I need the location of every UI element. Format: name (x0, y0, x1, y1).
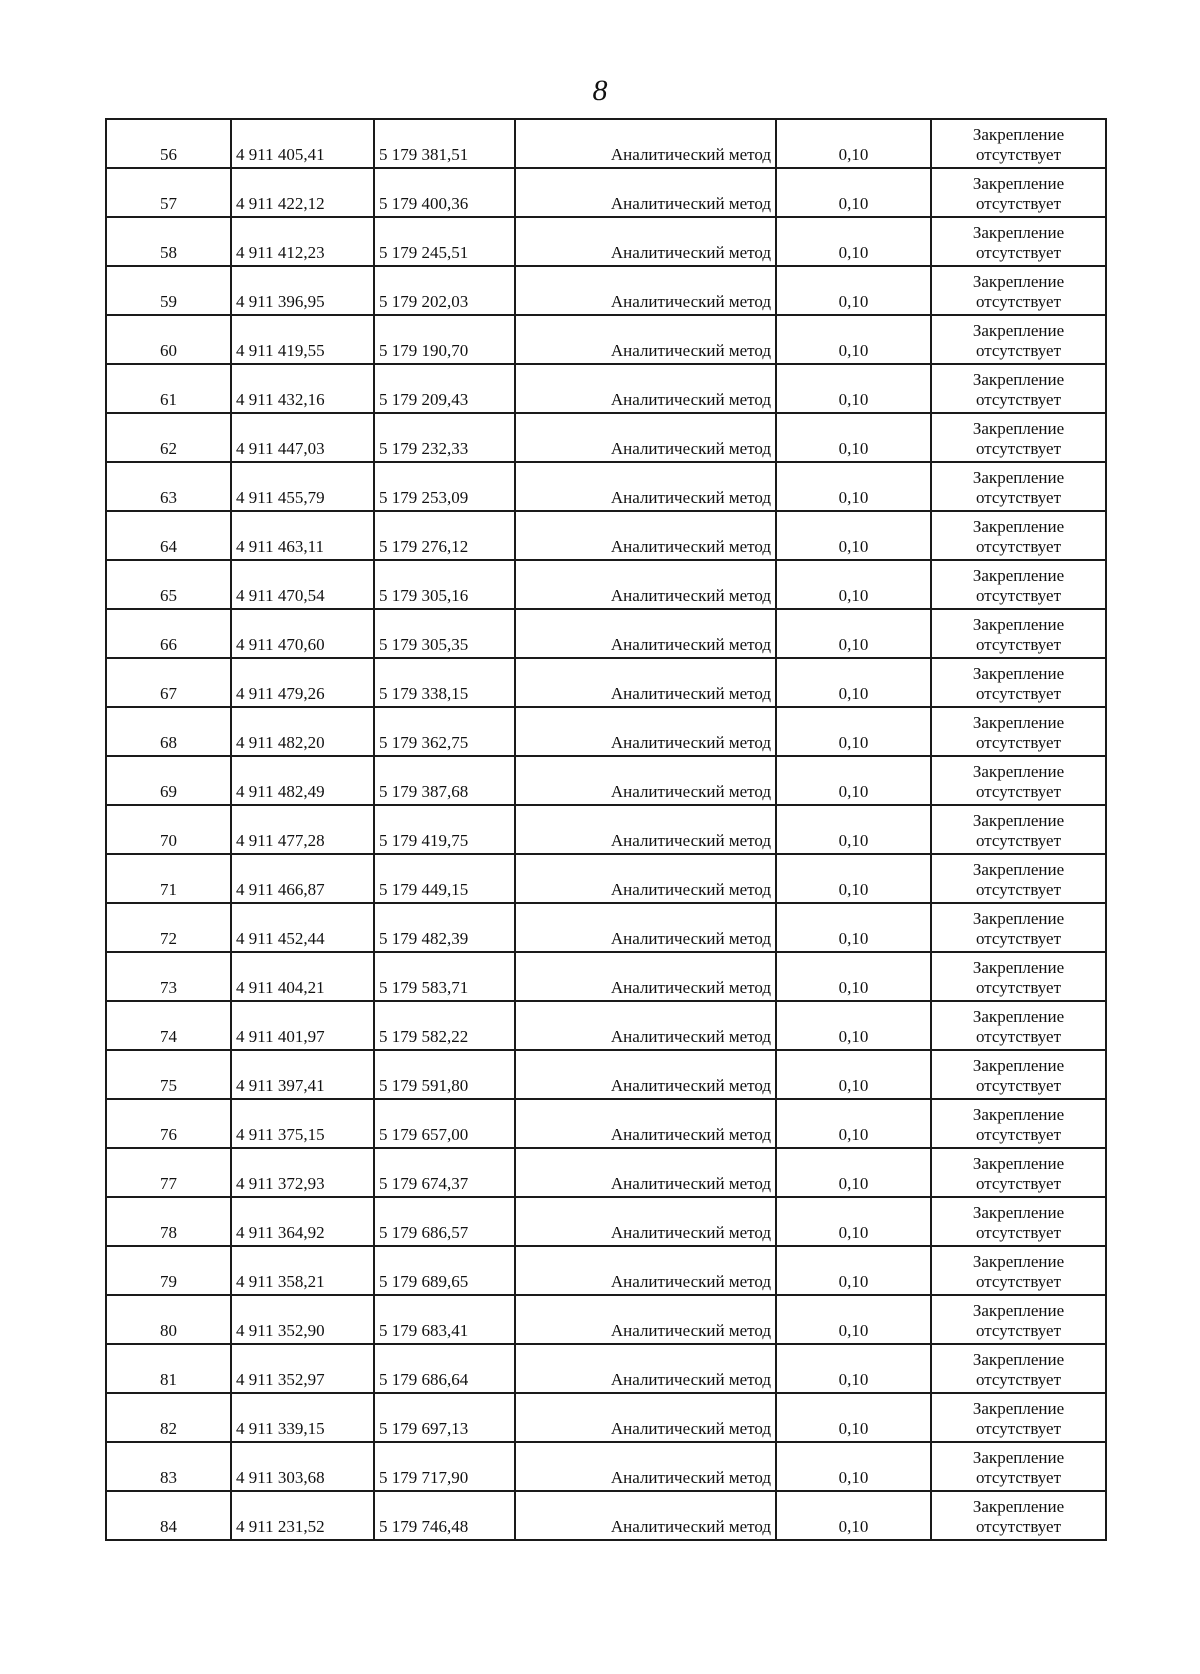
point-number-cell: 69 (106, 756, 231, 805)
accuracy-cell: 0,10 (776, 658, 931, 707)
fixation-text: отсутствует (975, 1223, 1062, 1242)
table-row (106, 707, 1106, 756)
fixation-text: отсутствует (975, 782, 1062, 801)
point-number-cell: 58 (106, 217, 231, 266)
fixation-text: Закрепление (972, 1252, 1065, 1271)
x-coordinate-cell: 4 911 396,95 (231, 266, 374, 315)
point-number-cell: 84 (106, 1491, 231, 1540)
y-coordinate-cell: 5 179 209,43 (374, 364, 515, 413)
accuracy-cell: 0,10 (776, 315, 931, 364)
point-number-cell: 61 (106, 364, 231, 413)
method-cell: Аналитический метод (515, 1295, 776, 1344)
y-coordinate-cell: 5 179 657,00 (374, 1099, 515, 1148)
x-coordinate-cell: 4 911 358,21 (231, 1246, 374, 1295)
point-number-cell: 71 (106, 854, 231, 903)
y-coordinate-cell: 5 179 276,12 (374, 511, 515, 560)
fixation-text: отсутствует (975, 1174, 1062, 1193)
point-number-cell: 66 (106, 609, 231, 658)
table-row (106, 266, 1106, 315)
fixation-text: Закрепление (972, 762, 1065, 781)
x-coordinate-cell: 4 911 479,26 (231, 658, 374, 707)
x-coordinate-cell: 4 911 404,21 (231, 952, 374, 1001)
fixation-cell (931, 658, 1106, 707)
fixation-text: Закрепление (972, 1154, 1065, 1173)
point-number-cell: 57 (106, 168, 231, 217)
fixation-cell (931, 560, 1106, 609)
point-number-cell: 64 (106, 511, 231, 560)
accuracy-cell: 0,10 (776, 119, 931, 168)
fixation-text: отсутствует (975, 1027, 1062, 1046)
fixation-cell (931, 1442, 1106, 1491)
x-coordinate-cell: 4 911 419,55 (231, 315, 374, 364)
y-coordinate-cell: 5 179 400,36 (374, 168, 515, 217)
table-row (106, 1491, 1106, 1540)
x-coordinate-cell: 4 911 477,28 (231, 805, 374, 854)
method-cell: Аналитический метод (515, 315, 776, 364)
fixation-text: Закрепление (972, 174, 1065, 193)
point-number-cell: 74 (106, 1001, 231, 1050)
method-cell: Аналитический метод (515, 609, 776, 658)
y-coordinate-cell: 5 179 202,03 (374, 266, 515, 315)
fixation-cell (931, 217, 1106, 266)
fixation-cell (931, 609, 1106, 658)
fixation-text: отсутствует (975, 880, 1062, 899)
fixation-text: отсутствует (975, 488, 1062, 507)
fixation-text: отсутствует (975, 390, 1062, 409)
table-row (106, 609, 1106, 658)
table-row (106, 364, 1106, 413)
fixation-text: Закрепление (972, 1203, 1065, 1222)
fixation-cell (931, 854, 1106, 903)
fixation-text: Закрепление (972, 1399, 1065, 1418)
y-coordinate-cell: 5 179 582,22 (374, 1001, 515, 1050)
table-row (106, 805, 1106, 854)
y-coordinate-cell: 5 179 338,15 (374, 658, 515, 707)
x-coordinate-cell: 4 911 482,20 (231, 707, 374, 756)
fixation-text: отсутствует (975, 586, 1062, 605)
point-number-cell: 76 (106, 1099, 231, 1148)
fixation-text: Закрепление (972, 909, 1065, 928)
point-number-cell: 65 (106, 560, 231, 609)
method-cell: Аналитический метод (515, 1491, 776, 1540)
point-number-cell: 82 (106, 1393, 231, 1442)
fixation-text: Закрепление (972, 1007, 1065, 1026)
table-row (106, 217, 1106, 266)
accuracy-cell: 0,10 (776, 1197, 931, 1246)
fixation-text: Закрепление (972, 958, 1065, 977)
accuracy-cell: 0,10 (776, 609, 931, 658)
fixation-text: Закрепление (972, 860, 1065, 879)
fixation-text: Закрепление (972, 125, 1065, 144)
accuracy-cell: 0,10 (776, 1148, 931, 1197)
method-cell: Аналитический метод (515, 1001, 776, 1050)
fixation-cell (931, 315, 1106, 364)
fixation-cell (931, 119, 1106, 168)
fixation-cell (931, 1491, 1106, 1540)
table-row (106, 854, 1106, 903)
fixation-text: отсутствует (975, 292, 1062, 311)
method-cell: Аналитический метод (515, 1197, 776, 1246)
fixation-cell (931, 168, 1106, 217)
accuracy-cell: 0,10 (776, 1295, 931, 1344)
x-coordinate-cell: 4 911 432,16 (231, 364, 374, 413)
table-row (106, 168, 1106, 217)
table-row (106, 1197, 1106, 1246)
accuracy-cell: 0,10 (776, 805, 931, 854)
table-row (106, 756, 1106, 805)
method-cell: Аналитический метод (515, 1344, 776, 1393)
point-number-cell: 60 (106, 315, 231, 364)
y-coordinate-cell: 5 179 362,75 (374, 707, 515, 756)
fixation-text: отсутствует (975, 733, 1062, 752)
table-row (106, 511, 1106, 560)
fixation-text: Закрепление (972, 517, 1065, 536)
accuracy-cell: 0,10 (776, 560, 931, 609)
accuracy-cell: 0,10 (776, 1246, 931, 1295)
method-cell: Аналитический метод (515, 168, 776, 217)
point-number-cell: 81 (106, 1344, 231, 1393)
accuracy-cell: 0,10 (776, 364, 931, 413)
table-row (106, 903, 1106, 952)
accuracy-cell: 0,10 (776, 413, 931, 462)
accuracy-cell: 0,10 (776, 217, 931, 266)
y-coordinate-cell: 5 179 683,41 (374, 1295, 515, 1344)
table-row (106, 1050, 1106, 1099)
fixation-text: Закрепление (972, 1301, 1065, 1320)
point-number-cell: 77 (106, 1148, 231, 1197)
table-row (106, 413, 1106, 462)
y-coordinate-cell: 5 179 387,68 (374, 756, 515, 805)
coordinates-table (105, 118, 1107, 1541)
method-cell: Аналитический метод (515, 364, 776, 413)
table-row (106, 119, 1106, 168)
method-cell: Аналитический метод (515, 1050, 776, 1099)
x-coordinate-cell: 4 911 452,44 (231, 903, 374, 952)
fixation-text: Закрепление (972, 664, 1065, 683)
fixation-cell (931, 1050, 1106, 1099)
x-coordinate-cell: 4 911 397,41 (231, 1050, 374, 1099)
y-coordinate-cell: 5 179 449,15 (374, 854, 515, 903)
x-coordinate-cell: 4 911 412,23 (231, 217, 374, 266)
method-cell: Аналитический метод (515, 462, 776, 511)
fixation-text: отсутствует (975, 1125, 1062, 1144)
fixation-text: отсутствует (975, 929, 1062, 948)
x-coordinate-cell: 4 911 375,15 (231, 1099, 374, 1148)
point-number-cell: 78 (106, 1197, 231, 1246)
table-row (106, 952, 1106, 1001)
table-row (106, 1295, 1106, 1344)
method-cell: Аналитический метод (515, 1393, 776, 1442)
fixation-cell (931, 805, 1106, 854)
accuracy-cell: 0,10 (776, 1050, 931, 1099)
accuracy-cell: 0,10 (776, 756, 931, 805)
y-coordinate-cell: 5 179 689,65 (374, 1246, 515, 1295)
method-cell: Аналитический метод (515, 1148, 776, 1197)
point-number-cell: 73 (106, 952, 231, 1001)
y-coordinate-cell: 5 179 482,39 (374, 903, 515, 952)
x-coordinate-cell: 4 911 364,92 (231, 1197, 374, 1246)
table-row (106, 658, 1106, 707)
fixation-cell (931, 1001, 1106, 1050)
y-coordinate-cell: 5 179 232,33 (374, 413, 515, 462)
fixation-cell (931, 1295, 1106, 1344)
point-number-cell: 79 (106, 1246, 231, 1295)
x-coordinate-cell: 4 911 455,79 (231, 462, 374, 511)
x-coordinate-cell: 4 911 466,87 (231, 854, 374, 903)
fixation-text: Закрепление (972, 272, 1065, 291)
accuracy-cell: 0,10 (776, 1491, 931, 1540)
fixation-cell (931, 1197, 1106, 1246)
y-coordinate-cell: 5 179 686,64 (374, 1344, 515, 1393)
accuracy-cell: 0,10 (776, 952, 931, 1001)
fixation-cell (931, 413, 1106, 462)
x-coordinate-cell: 4 911 422,12 (231, 168, 374, 217)
x-coordinate-cell: 4 911 447,03 (231, 413, 374, 462)
point-number-cell: 83 (106, 1442, 231, 1491)
accuracy-cell: 0,10 (776, 1393, 931, 1442)
accuracy-cell: 0,10 (776, 511, 931, 560)
y-coordinate-cell: 5 179 674,37 (374, 1148, 515, 1197)
fixation-text: отсутствует (975, 439, 1062, 458)
point-number-cell: 67 (106, 658, 231, 707)
fixation-text: отсутствует (975, 243, 1062, 262)
fixation-text: Закрепление (972, 468, 1065, 487)
fixation-text: Закрепление (972, 321, 1065, 340)
fixation-text: отсутствует (975, 1370, 1062, 1389)
y-coordinate-cell: 5 179 381,51 (374, 119, 515, 168)
table-row (106, 462, 1106, 511)
accuracy-cell: 0,10 (776, 462, 931, 511)
point-number-cell: 72 (106, 903, 231, 952)
fixation-text: отсутствует (975, 1517, 1062, 1536)
fixation-text: Закрепление (972, 1350, 1065, 1369)
fixation-text: отсутствует (975, 831, 1062, 850)
method-cell: Аналитический метод (515, 1246, 776, 1295)
fixation-cell (931, 364, 1106, 413)
method-cell: Аналитический метод (515, 119, 776, 168)
fixation-cell (931, 1393, 1106, 1442)
y-coordinate-cell: 5 179 253,09 (374, 462, 515, 511)
point-number-cell: 59 (106, 266, 231, 315)
y-coordinate-cell: 5 179 746,48 (374, 1491, 515, 1540)
accuracy-cell: 0,10 (776, 168, 931, 217)
accuracy-cell: 0,10 (776, 1442, 931, 1491)
method-cell: Аналитический метод (515, 952, 776, 1001)
fixation-text: Закрепление (972, 811, 1065, 830)
point-number-cell: 62 (106, 413, 231, 462)
table-row (106, 1393, 1106, 1442)
fixation-text: отсутствует (975, 1272, 1062, 1291)
x-coordinate-cell: 4 911 463,11 (231, 511, 374, 560)
fixation-cell (931, 511, 1106, 560)
method-cell: Аналитический метод (515, 756, 776, 805)
method-cell: Аналитический метод (515, 560, 776, 609)
method-cell: Аналитический метод (515, 707, 776, 756)
method-cell: Аналитический метод (515, 854, 776, 903)
x-coordinate-cell: 4 911 231,52 (231, 1491, 374, 1540)
y-coordinate-cell: 5 179 305,35 (374, 609, 515, 658)
fixation-text: отсутствует (975, 194, 1062, 213)
x-coordinate-cell: 4 911 352,90 (231, 1295, 374, 1344)
fixation-cell (931, 462, 1106, 511)
accuracy-cell: 0,10 (776, 707, 931, 756)
fixation-cell (931, 756, 1106, 805)
fixation-text: Закрепление (972, 1448, 1065, 1467)
x-coordinate-cell: 4 911 372,93 (231, 1148, 374, 1197)
accuracy-cell: 0,10 (776, 903, 931, 952)
fixation-text: Закрепление (972, 713, 1065, 732)
fixation-text: Закрепление (972, 1497, 1065, 1516)
x-coordinate-cell: 4 911 352,97 (231, 1344, 374, 1393)
y-coordinate-cell: 5 179 245,51 (374, 217, 515, 266)
y-coordinate-cell: 5 179 419,75 (374, 805, 515, 854)
y-coordinate-cell: 5 179 583,71 (374, 952, 515, 1001)
method-cell: Аналитический метод (515, 903, 776, 952)
fixation-cell (931, 1246, 1106, 1295)
table-row (106, 560, 1106, 609)
table-row (106, 1246, 1106, 1295)
accuracy-cell: 0,10 (776, 1001, 931, 1050)
page-number: 8 (592, 74, 608, 107)
fixation-text: отсутствует (975, 341, 1062, 360)
y-coordinate-cell: 5 179 190,70 (374, 315, 515, 364)
fixation-text: Закрепление (972, 566, 1065, 585)
table-row (106, 1099, 1106, 1148)
fixation-text: отсутствует (975, 145, 1062, 164)
fixation-text: отсутствует (975, 1321, 1062, 1340)
x-coordinate-cell: 4 911 482,49 (231, 756, 374, 805)
y-coordinate-cell: 5 179 591,80 (374, 1050, 515, 1099)
table-row (106, 1001, 1106, 1050)
fixation-cell (931, 266, 1106, 315)
point-number-cell: 70 (106, 805, 231, 854)
coordinates-table-body (106, 119, 1106, 1540)
x-coordinate-cell: 4 911 470,60 (231, 609, 374, 658)
x-coordinate-cell: 4 911 405,41 (231, 119, 374, 168)
fixation-text: Закрепление (972, 1056, 1065, 1075)
fixation-text: Закрепление (972, 370, 1065, 389)
fixation-text: Закрепление (972, 419, 1065, 438)
table-row (106, 1344, 1106, 1393)
y-coordinate-cell: 5 179 717,90 (374, 1442, 515, 1491)
method-cell: Аналитический метод (515, 805, 776, 854)
fixation-cell (931, 1344, 1106, 1393)
accuracy-cell: 0,10 (776, 1099, 931, 1148)
method-cell: Аналитический метод (515, 413, 776, 462)
x-coordinate-cell: 4 911 303,68 (231, 1442, 374, 1491)
fixation-cell (931, 1099, 1106, 1148)
y-coordinate-cell: 5 179 697,13 (374, 1393, 515, 1442)
fixation-text: Закрепление (972, 223, 1065, 242)
accuracy-cell: 0,10 (776, 854, 931, 903)
method-cell: Аналитический метод (515, 1442, 776, 1491)
y-coordinate-cell: 5 179 686,57 (374, 1197, 515, 1246)
x-coordinate-cell: 4 911 339,15 (231, 1393, 374, 1442)
y-coordinate-cell: 5 179 305,16 (374, 560, 515, 609)
x-coordinate-cell: 4 911 470,54 (231, 560, 374, 609)
method-cell: Аналитический метод (515, 658, 776, 707)
point-number-cell: 68 (106, 707, 231, 756)
method-cell: Аналитический метод (515, 1099, 776, 1148)
fixation-cell (931, 707, 1106, 756)
fixation-text: отсутствует (975, 1076, 1062, 1095)
point-number-cell: 63 (106, 462, 231, 511)
fixation-text: отсутствует (975, 1419, 1062, 1438)
point-number-cell: 80 (106, 1295, 231, 1344)
method-cell: Аналитический метод (515, 266, 776, 315)
fixation-text: отсутствует (975, 684, 1062, 703)
table-row (106, 1148, 1106, 1197)
table-row (106, 315, 1106, 364)
fixation-text: отсутствует (975, 537, 1062, 556)
fixation-cell (931, 1148, 1106, 1197)
point-number-cell: 56 (106, 119, 231, 168)
fixation-text: отсутствует (975, 1468, 1062, 1487)
point-number-cell: 75 (106, 1050, 231, 1099)
fixation-cell (931, 952, 1106, 1001)
method-cell: Аналитический метод (515, 511, 776, 560)
fixation-text: отсутствует (975, 978, 1062, 997)
fixation-text: Закрепление (972, 615, 1065, 634)
fixation-text: Закрепление (972, 1105, 1065, 1124)
method-cell: Аналитический метод (515, 217, 776, 266)
x-coordinate-cell: 4 911 401,97 (231, 1001, 374, 1050)
accuracy-cell: 0,10 (776, 266, 931, 315)
accuracy-cell: 0,10 (776, 1344, 931, 1393)
table-row (106, 1442, 1106, 1491)
fixation-cell (931, 903, 1106, 952)
fixation-text: отсутствует (975, 635, 1062, 654)
